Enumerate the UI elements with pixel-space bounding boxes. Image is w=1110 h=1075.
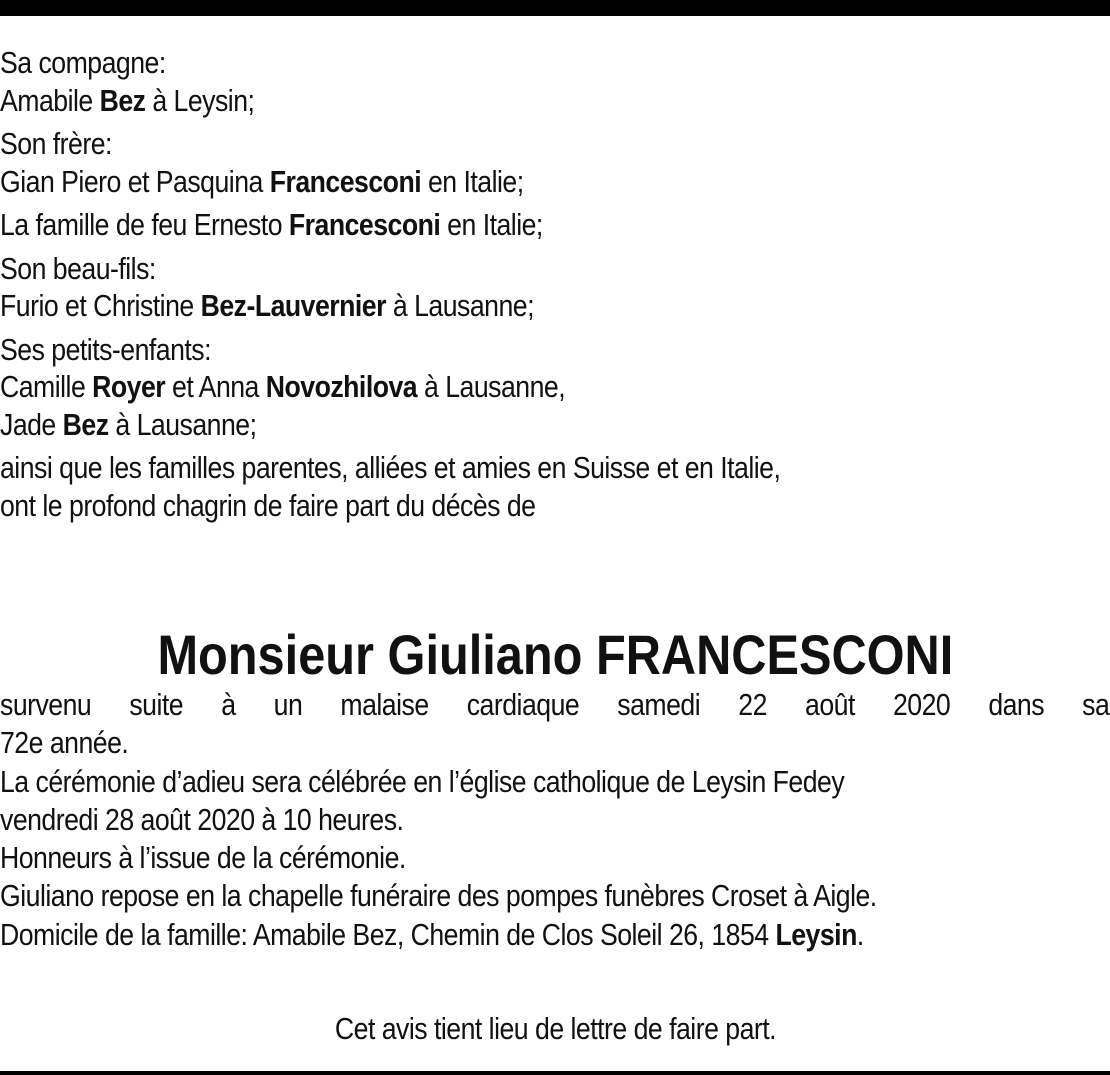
details-block [0, 686, 1110, 954]
top-border-rule [0, 0, 1110, 16]
surname: Bez [62, 406, 109, 442]
name-text: Camille [0, 369, 93, 404]
closing-note-text: Cet avis tient lieu de lettre de faire part. [334, 1011, 776, 1046]
family-line-grandchildren-2 [0, 406, 955, 444]
family-line-stepson [0, 287, 955, 325]
role-brother: Son frère: [0, 126, 112, 161]
surname: Royer [92, 369, 166, 404]
role-grandchildren: Ses petits-enfants: [0, 331, 212, 367]
surname: Bez [99, 82, 146, 118]
name-text: Amabile [0, 82, 100, 118]
name-text: La famille de feu Ernesto [0, 207, 289, 242]
family-list [0, 44, 955, 524]
address-period: . [856, 916, 864, 952]
address-town: Leysin [775, 916, 857, 952]
details-line-7 [0, 916, 1109, 954]
name-text: Jade [0, 406, 63, 442]
place-text: en Italie; [440, 207, 543, 242]
details-word: un [273, 687, 303, 722]
surname: Bez-Lauvernier [200, 288, 386, 323]
intro-line-2: ont le profond chagrin de faire part du décès de [0, 487, 536, 523]
closing-note [0, 1010, 1110, 1048]
place-text: à Leysin; [145, 82, 255, 118]
details-line-6: Giuliano repose en la chapelle funéraire des pompes funèbres Croset à Aigle. [0, 878, 877, 914]
details-word: 22 [738, 687, 767, 722]
details-line-1 [0, 686, 1109, 724]
family-line-companion [0, 82, 955, 120]
details-word: survenu [0, 687, 92, 722]
family-line-brother [0, 163, 955, 201]
details-line-5: Honneurs à l’issue de la cérémonie. [0, 840, 406, 876]
surname: Francesconi [288, 207, 441, 242]
details-word: à [221, 687, 236, 722]
address-text: Domicile de la famille: Amabile Bez, Chemin de Clos Soleil 26, 1854 [0, 916, 776, 952]
details-word: sa [1082, 687, 1110, 722]
place-text: à Lausanne; [385, 288, 534, 323]
intro-line-1: ainsi que les familles parentes, alliées et amies en Suisse et en Italie, [0, 450, 781, 485]
name-text: Gian Piero et Pasquina [0, 163, 270, 199]
name-text: Furio et Christine [0, 288, 201, 323]
family-line-grandchildren-1 [0, 368, 955, 406]
bottom-border-rule [0, 1071, 1110, 1075]
deceased-name-text: Monsieur Giuliano FRANCESCONI [157, 623, 953, 686]
role-companion: Sa compagne: [0, 45, 166, 80]
details-word: suite [129, 687, 184, 722]
details-word: samedi [617, 687, 701, 722]
surname: Francesconi [269, 163, 422, 199]
details-word: dans [988, 687, 1045, 722]
details-line-2: 72e année. [0, 725, 129, 761]
place-text: en Italie; [421, 163, 524, 199]
surname: Novozhilova [265, 369, 418, 404]
details-word: cardiaque [466, 687, 580, 722]
place-text: à Lausanne; [108, 406, 257, 442]
details-word: août [805, 687, 855, 722]
details-word: 2020 [892, 687, 951, 722]
details-line-3: La cérémonie d’adieu sera célébrée en l’église catholique de Leysin Fedey [0, 763, 845, 799]
details-line-4: vendredi 28 août 2020 à 10 heures. [0, 801, 404, 837]
family-line-ernesto [0, 206, 955, 244]
details-word: malaise [340, 687, 429, 722]
role-stepson: Son beau-fils: [0, 250, 156, 286]
deceased-name [0, 620, 1110, 690]
place-text: à Lausanne, [417, 369, 566, 404]
name-text: et Anna [165, 369, 266, 404]
